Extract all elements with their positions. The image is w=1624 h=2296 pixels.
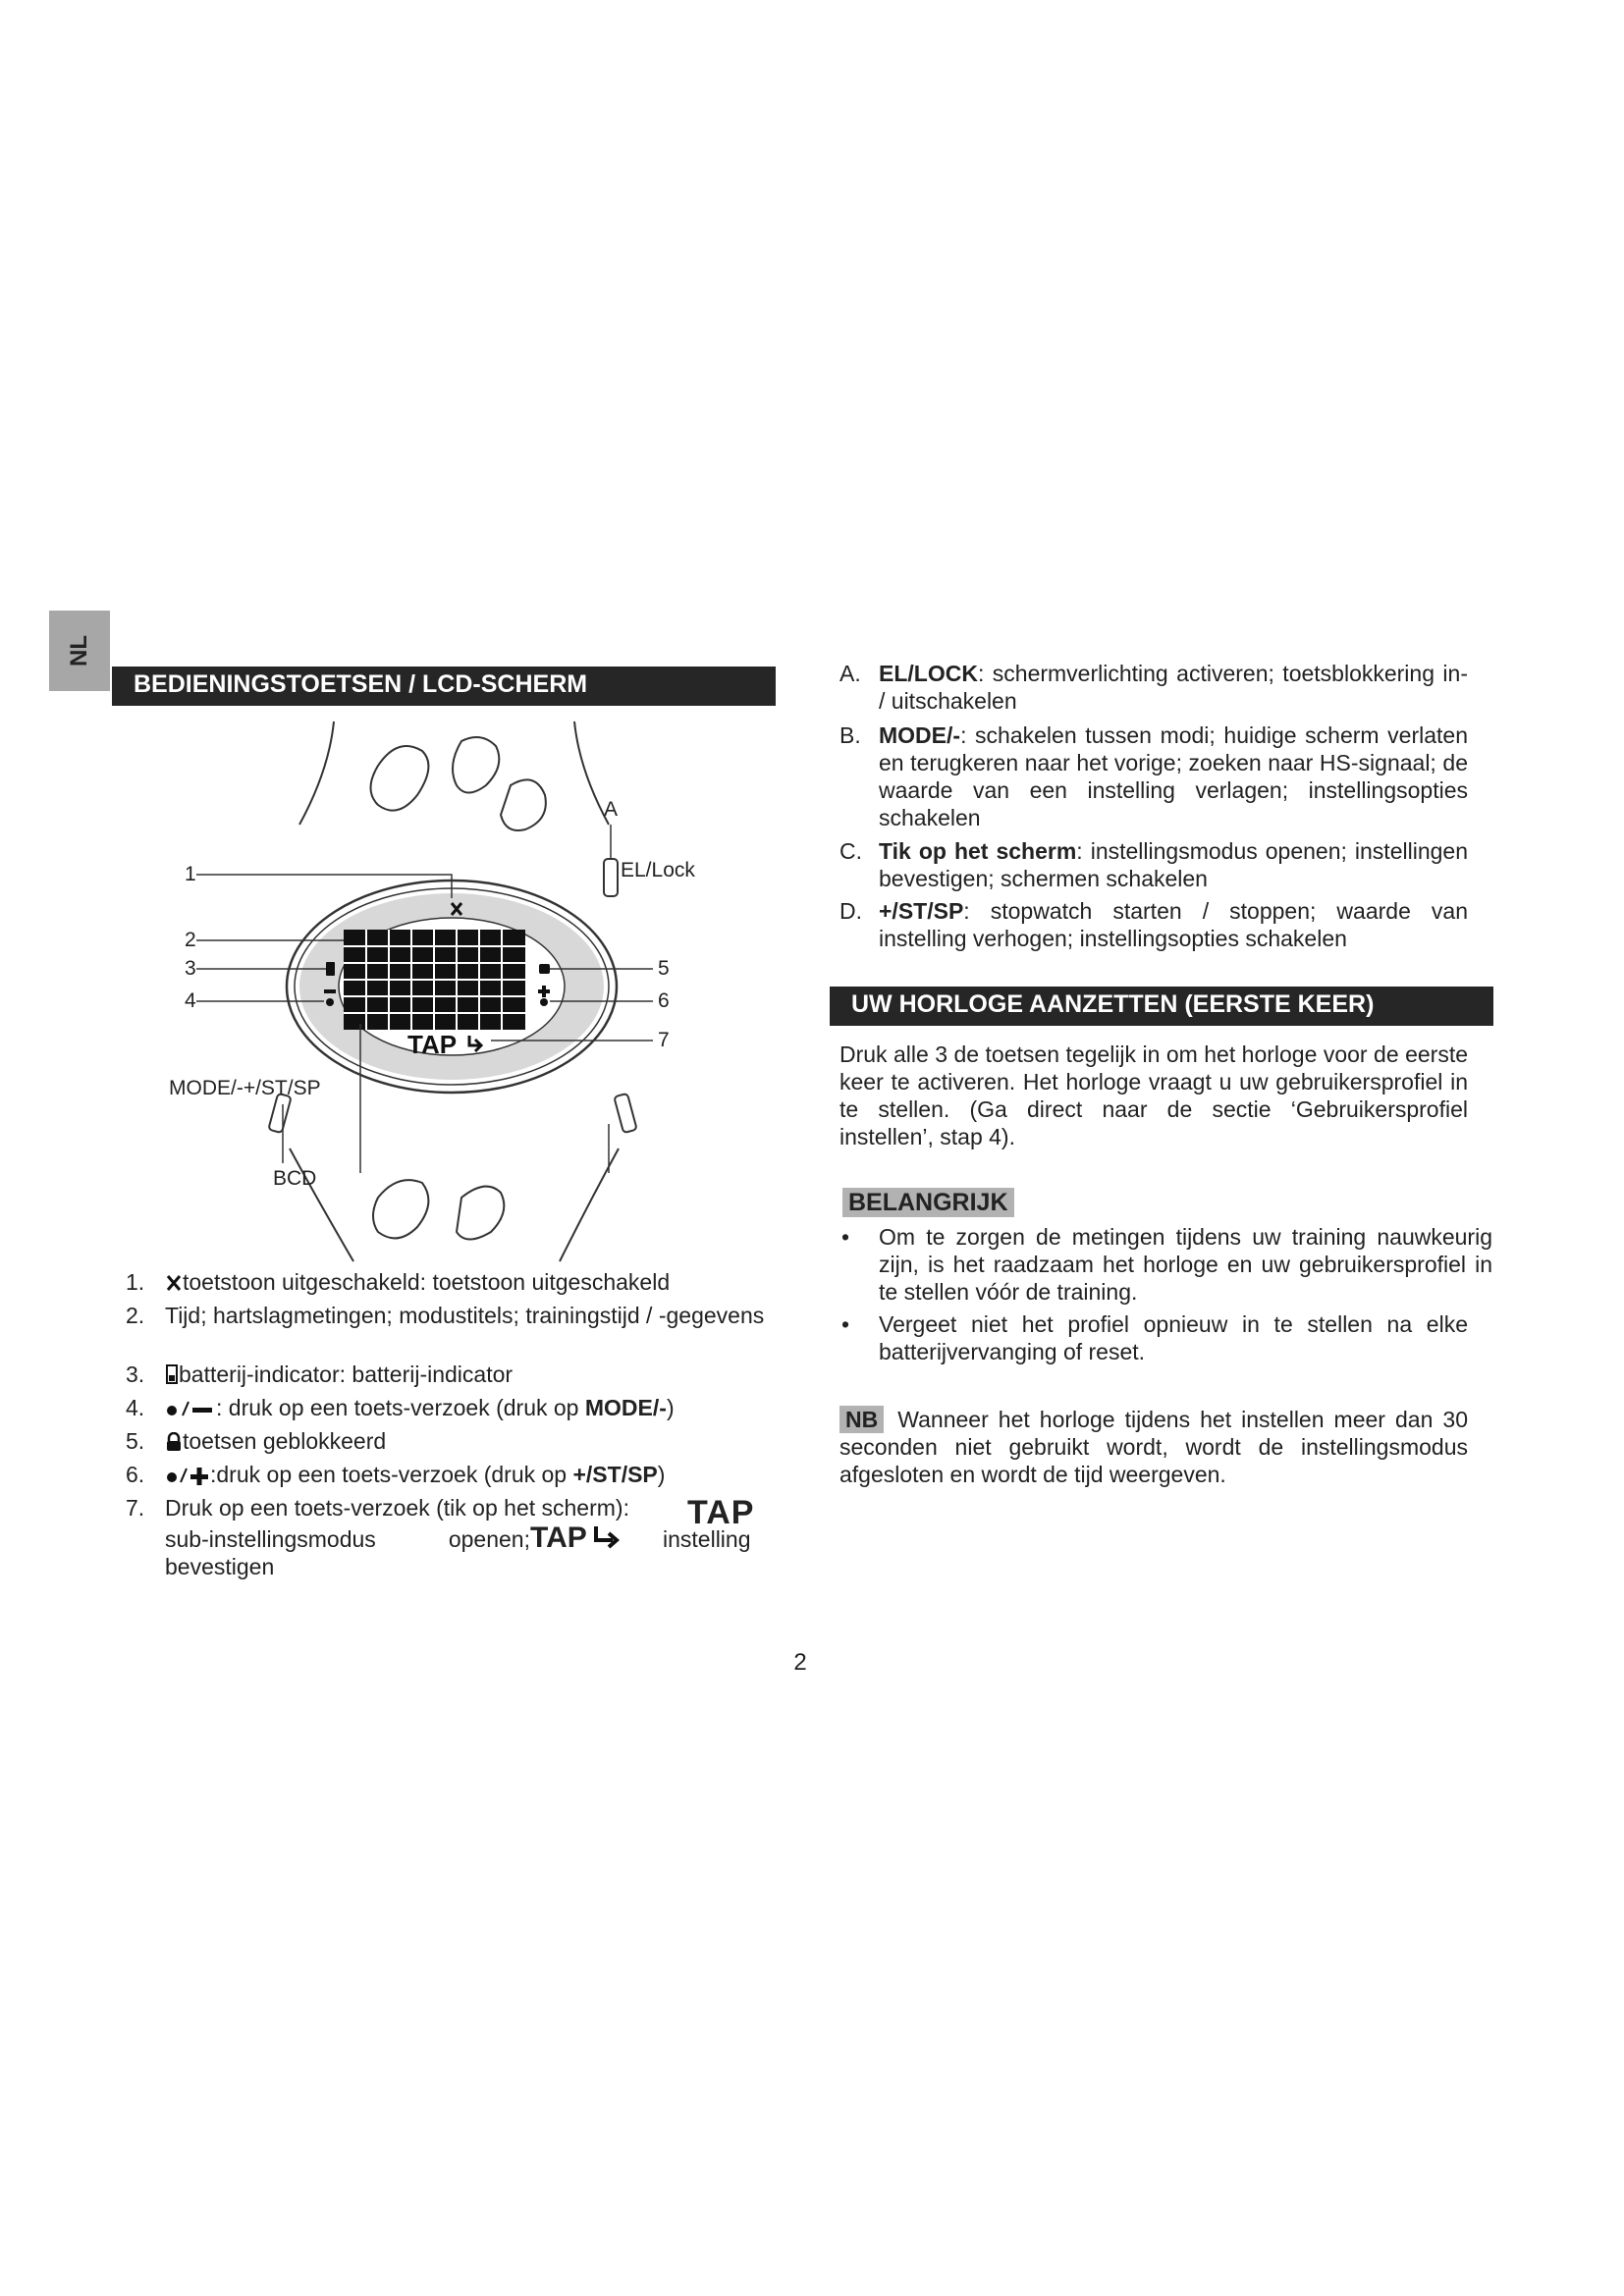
bullet-dot: • xyxy=(841,1311,850,1337)
first-use-paragraph: Druk alle 3 de toetsen tegelijk in om het horloge voor de eerste keer te activeren. Het horloge vraagt u uw gebruikersprofiel in te stellen. (Ga direct naar de sectie ‘Gebruikersprofiel instellen’, stap 4). xyxy=(839,1041,1468,1149)
callout-7: 7 xyxy=(658,1029,670,1051)
bullet-dot: • xyxy=(841,1224,850,1250)
tap-symbol-large: TAP xyxy=(687,1494,755,1531)
lcd-grid xyxy=(344,930,525,1030)
important-bullet-2: • Vergeet niet het profiel opnieuw in te stellen na elke batterijvervanging of reset. xyxy=(841,1311,1468,1364)
button-b-desc: B. MODE/-: schakelen tussen modi; huidige scherm verlaten en terugkeren naar het vorige; zoeken naar HS-signaal; de waarde van een instelling verlagen; instellingsopties schakelen xyxy=(839,722,1468,830)
callout-el-lock: EL/Lock xyxy=(621,859,695,881)
lcd-tap-label: TAP xyxy=(407,1030,458,1059)
important-bullet-1: • Om te zorgen de metingen tijdens uw training nauwkeurig zijn, is het raadzaam het horloge en uw gebruikersprofiel in te stellen vóór de training. xyxy=(841,1224,1492,1305)
callout-5: 5 xyxy=(658,957,670,980)
button-c-desc: C. Tik op het scherm: instellingsmodus openen; instellingen bevestigen; schermen schakelen xyxy=(839,838,1468,891)
item-7-line2a: sub-instellingsmodus openen; xyxy=(165,1526,530,1552)
callout-6: 6 xyxy=(658,989,670,1012)
item-5: 5. toetsen geblokkeerd xyxy=(126,1428,387,1454)
item-7-line2b: instelling xyxy=(663,1526,751,1552)
section-title-first-use-text: UW HORLOGE AANZETTEN (EERSTE KEER) xyxy=(851,990,1375,1018)
watch-diagram xyxy=(157,712,776,1271)
item-1: 1. toetstoon uitgeschakeld: toetstoon uitgeschakeld xyxy=(126,1269,671,1295)
lock-icon xyxy=(539,964,550,974)
dot-minus-icon xyxy=(165,1399,216,1418)
tone-off-icon xyxy=(165,1273,183,1293)
language-tab xyxy=(49,611,110,691)
battery-indicator-icon xyxy=(165,1363,179,1385)
dot-plus-icon xyxy=(165,1466,210,1485)
item-3: 3. batterij-indicator: batterij-indicator xyxy=(126,1362,514,1387)
button-a-desc: A. EL/LOCK: schermverlichting activeren; toetsblokkering in- / uitschakelen xyxy=(839,661,1468,714)
callout-bcd: BCD xyxy=(273,1167,317,1190)
important-badge: BELANGRIJK xyxy=(842,1188,1014,1217)
section-title-controls xyxy=(112,667,776,706)
nb-badge: NB xyxy=(839,1406,884,1433)
callout-3: 3 xyxy=(185,957,196,980)
item-6: 6. :druk op een toets-verzoek (druk op +/ST/SP) xyxy=(126,1462,666,1487)
tap-arrow-icon xyxy=(591,1523,621,1549)
tap-arrow-group xyxy=(530,1522,621,1555)
callout-4: 4 xyxy=(185,989,196,1012)
callout-mode-st-sp: MODE/-+/ST/SP xyxy=(169,1077,321,1099)
callout-a: A xyxy=(604,798,619,821)
section-title-text: BEDIENINGSTOETSEN / LCD-SCHERM xyxy=(134,670,588,698)
nb-note: NB Wanneer het horloge tijdens het instellen meer dan 30 seconden niet gebruikt wordt, wordt de instellingsmodus afgesloten en wordt de tijd weergeven. xyxy=(839,1407,1468,1487)
section-title-first-use xyxy=(830,987,1493,1026)
button-d-desc: D. +/ST/SP: stopwatch starten / stoppen; waarde van instelling verhogen; instellingsopties schakelen xyxy=(839,898,1468,951)
item-4: 4. : druk op een toets-verzoek (druk op MODE/-) xyxy=(126,1395,675,1420)
language-label: NL xyxy=(66,635,92,667)
item-2: 2. Tijd; hartslagmetingen; modustitels; trainingstijd / -gegevens xyxy=(126,1303,765,1328)
tap-symbol-medium: TAP xyxy=(530,1522,587,1554)
lock-icon xyxy=(165,1432,183,1452)
battery-icon xyxy=(326,962,335,976)
callout-2: 2 xyxy=(185,929,196,951)
item-7-line3: bevestigen xyxy=(165,1554,275,1579)
minus-icon xyxy=(324,989,336,993)
callout-1: 1 xyxy=(185,863,196,885)
page-number: 2 xyxy=(793,1649,807,1676)
